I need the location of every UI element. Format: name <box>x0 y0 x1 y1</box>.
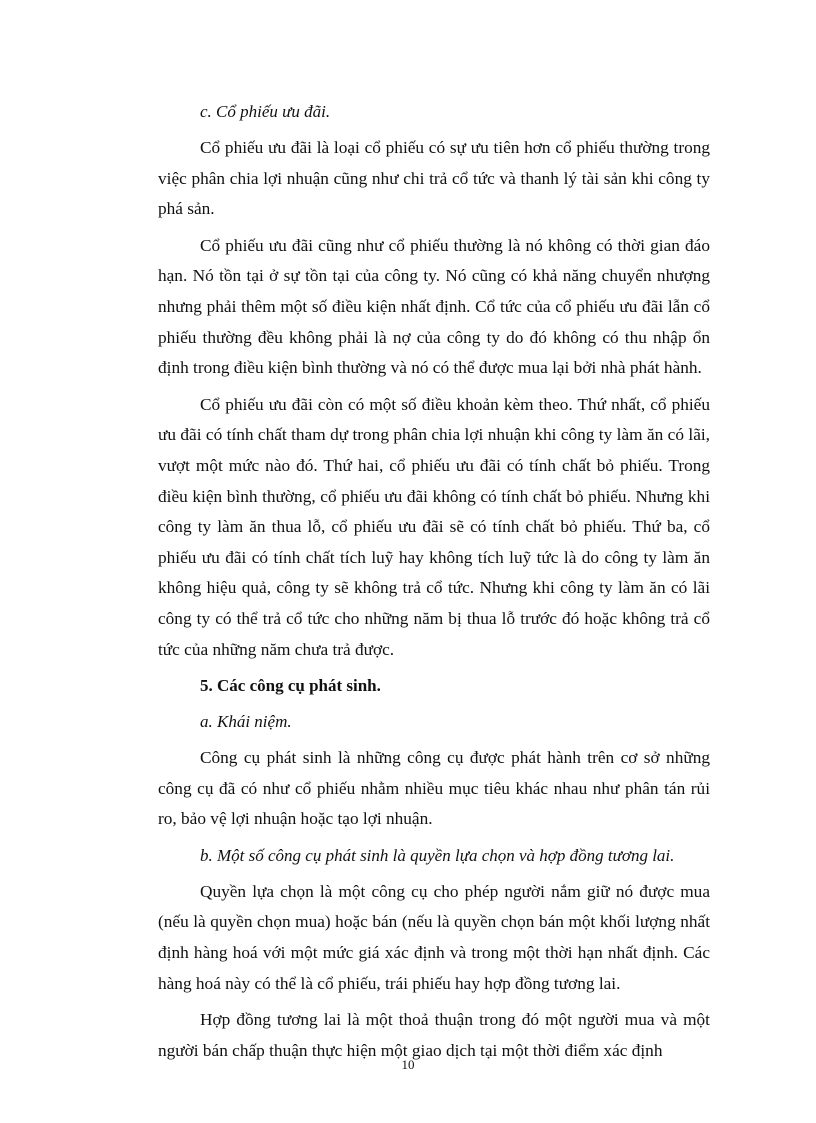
section-5a-title: a. Khái niệm. <box>200 712 292 732</box>
section-5b-paragraph-2: Hợp đồng tương lai là một thoả thuận trong đó một người mua và một người bán chấp thuận thực hiện một giao dịch tại một thời điểm xác định <box>158 1010 710 1060</box>
document-page <box>158 97 710 1072</box>
section-c-paragraph-3: Cổ phiếu ưu đãi còn có một số điều khoản kèm theo. Thứ nhất, cổ phiếu ưu đãi có tính chất tham dự trong phân chia lợi nhuận khi công ty làm ăn có lãi, vượt một mức nào đó. Thứ hai, cổ phiếu ưu đãi có tính chất bỏ phiếu. Trong điều kiện bình thường, cổ phiếu ưu đãi không có tính chất bỏ phiếu. Nhưng khi công ty làm ăn thua lỗ, cổ phiếu ưu đãi sẽ có tính chất bỏ phiếu. Thứ ba, cổ phiếu ưu đãi có tính chất tích luỹ hay không tích luỹ tức là do công ty làm ăn không hiệu quả, công ty sẽ không trả cổ tức. Nhưng khi công ty làm ăn có lãi công ty có thể trả cổ tức cho những năm bị thua lỗ trước đó hoặc không trả cổ tức của những năm chưa trả được. <box>158 394 710 659</box>
section-5b-paragraph-1: Quyền lựa chọn là một công cụ cho phép người nắm giữ nó được mua (nếu là quyền chọn mua) hoặc bán (nếu là quyền chọn bán một khối lượng nhất định hàng hoá với một mức giá xác định và trong một thời hạn nhất định. Các hàng hoá này có thể là cổ phiếu, trái phiếu hay hợp đồng tương lai. <box>158 881 710 993</box>
section-5a-paragraph: Công cụ phát sinh là những công cụ được phát hành trên cơ sở những công cụ đã có như cổ phiếu nhằm nhiều mục tiêu khác nhau như phân tán rủi ro, bảo vệ lợi nhuận hoặc tạo lợi nhuận. <box>158 748 710 829</box>
section-c-paragraph-1: Cổ phiếu ưu đãi là loại cổ phiếu có sự ưu tiên hơn cổ phiếu thường trong việc phân chia lợi nhuận cũng như chi trả cổ tức và thanh lý tài sản khi công ty phá sản. <box>158 138 710 219</box>
section-5-heading: 5. Các công cụ phát sinh. <box>200 676 381 696</box>
section-c-title: c. Cổ phiếu ưu đãi. <box>200 102 331 121</box>
section-c-paragraph-2: Cổ phiếu ưu đãi cũng như cổ phiếu thường là nó không có thời gian đáo hạn. Nó tồn tại ở sự tồn tại của công ty. Nó cũng có khả năng chuyển nhượng nhưng phải thêm một số điều kiện nhất định. Cổ tức của cổ phiếu ưu đãi lẫn cổ phiếu thường đều không phải là nợ của công ty do đó không có thu nhập ổn định trong điều kiện bình thường và nó có thể được mua lại bởi nhà phát hành. <box>158 235 710 378</box>
section-5b-title: b. Một số công cụ phát sinh là quyền lựa chọn và hợp đồng tương lai. <box>200 845 675 865</box>
page-number: 10 <box>401 1057 415 1072</box>
